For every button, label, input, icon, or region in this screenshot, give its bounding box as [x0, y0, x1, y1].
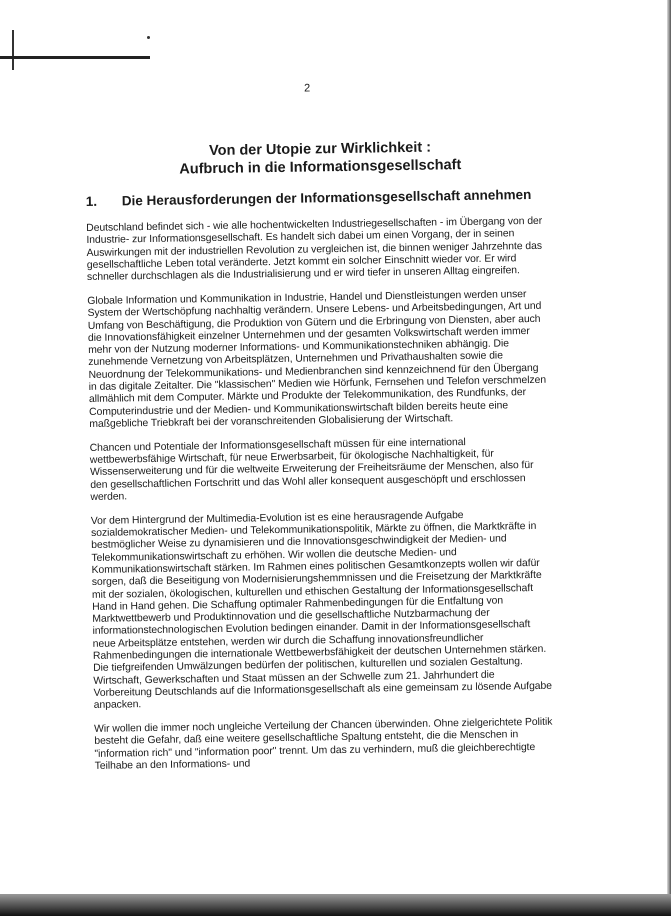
paragraph: Wir wollen die immer noch ungleiche Verteilung der Chancen überwinden. Ohne zielgerichtete Politik besteht die Gefahr, daß eine weitere gesellschaftliche Spaltung entsteht, die die Menschen in "information rich" und "information poor" trennt. Um das zu verhindern, muß die gleichberechtigte Teilhabe an den Informations- und [94, 716, 553, 772]
paragraph: Deutschland befindet sich - wie alle hochentwickelten Industriegesellschaften - im Übergang von der Industrie- zur Informationsgesellschaft. Es handelt sich dabei um einen Vorgang, der in seinen Auswirkungen mit der industriellen Revolution zu vergleichen ist, die binnen weniger Jahrzehnte das gesellschaftliche Leben total veränderte. Jetzt kommt ein solcher Einschnitt wieder vor. Er wird schneller durchschlagen als die Industrialisierung und er wird tiefer in unseren Alltag eingreifen. [86, 215, 543, 284]
section-title: Die Herausforderungen der Informationsgesellschaft annehmen [121, 186, 532, 209]
scan-mark [12, 30, 14, 70]
scan-edge [0, 894, 671, 916]
title-line: Aufbruch in die Informationsgesellschaft [179, 157, 462, 178]
title-line: Von der Utopie zur Wirklichkeit : [208, 139, 432, 160]
document-page [84, 79, 555, 785]
section-number: 1. [85, 193, 98, 209]
scan-edge [667, 0, 671, 916]
paragraph: Vor dem Hintergrund der Multimedia-Evolution ist es eine herausragende Aufgabe sozialdemokratischer Medien- und Telekommunikationspolitik, Märkte zu öffnen, die Marktkräfte in bestmöglicher Weise zu dynamisieren und die Innovationsgeschwindigkeit der Medien- und Telekommunikationswirtschaft zu erhöhen. Wir wollen die deutsche Medien- und Kommunikationswirtschaft stärken. Im Rahmen eines politischen Gesamtkonzepts wollen wir dafür sorgen, daß die Beseitigung von Modernisierungshemmnissen und die Freisetzung der Marktkräfte mit der sozialen, ökologischen, kulturellen und ethischen Gestaltung der Informationsgesellschaft Hand in Hand gehen. Die Schaffung optimaler Rahmenbedingungen für die Entfaltung von Marktwettbewerb und Produktinnovation und die gesellschaftliche Nutzbarmachung der informationstechnologischen Evolution bedingen einander. Damit in der Informationsgesellschaft neue Arbeitsplätze entstehen, werden wir durch die Schaffung innovationsfreundlicher Rahmenbedingungen die internationale Wettbewerbsfähigkeit der deutschen Unternehmen stärken. Die tiefgreifenden Umwälzungen bedürfen der politischen, kulturellen und sozialen Gestaltung. Wirtschaft, Gewerkschaften und Staat müssen an der Schwelle zum 21. Jahrhundert die Vorbereitung Deutschlands auf die Informationsgesellschaft als eine gemeinsam zu lösende Aufgabe anpacken. [90, 509, 553, 712]
page-number: 2 [303, 82, 311, 95]
paragraph: Chancen und Potentiale der Informationsgesellschaft müssen für eine international wettbewerbsfähige Wirtschaft, für neue Erwerbsarbeit, für ökologische Nachhaltigkeit, für Wissenserweiterung und für die weltweite Erweiterung der Freiheitsräume der Menschen, also für den gesellschaftlichen Fortschritt und das Wohl aller konsequent ausgeschöpft und erschlossen werden. [89, 436, 534, 503]
scan-mark [0, 56, 150, 59]
document-title [95, 137, 546, 180]
paragraph: Globale Information und Kommunikation in Industrie, Handel und Dienstleistungen werden unser System der Wertschöpfung nachhaltig verändern. Unsere Lebens- und Arbeitsbedingungen, Art und Umfang von Beschäftigung, die Produktion von Gütern und die Erbringung von Diensten, aber auch die Innovationsfähigkeit einzelner Unternehmen und der gesamten Volkswirtschaft werden immer mehr von der Nutzung moderner Informations- und Kommunikationstechniken abhängig. Die zunehmende Vernetzung von Arbeitsplätzen, Unternehmen und Privathaushalten sowie die Neuordnung der Telekommunikations- und Medienbranchen sind kennzeichnend für den Übergang in das digitale Zeitalter. Die "klassischen" Medien wie Hörfunk, Fernsehen und Telefon verschmelzen allmählich mit dem Computer. Märkte und Produkte der Telekommunikation, des Rundfunks, der Computerindustrie und der Medien- und Kommunikationswirtschaft bilden bereits heute eine maßgebliche Triebkraft bei der voranschreitenden Globalisierung der Wirtschaft. [87, 289, 547, 430]
scan-speck [147, 36, 150, 39]
section-heading [86, 187, 546, 209]
